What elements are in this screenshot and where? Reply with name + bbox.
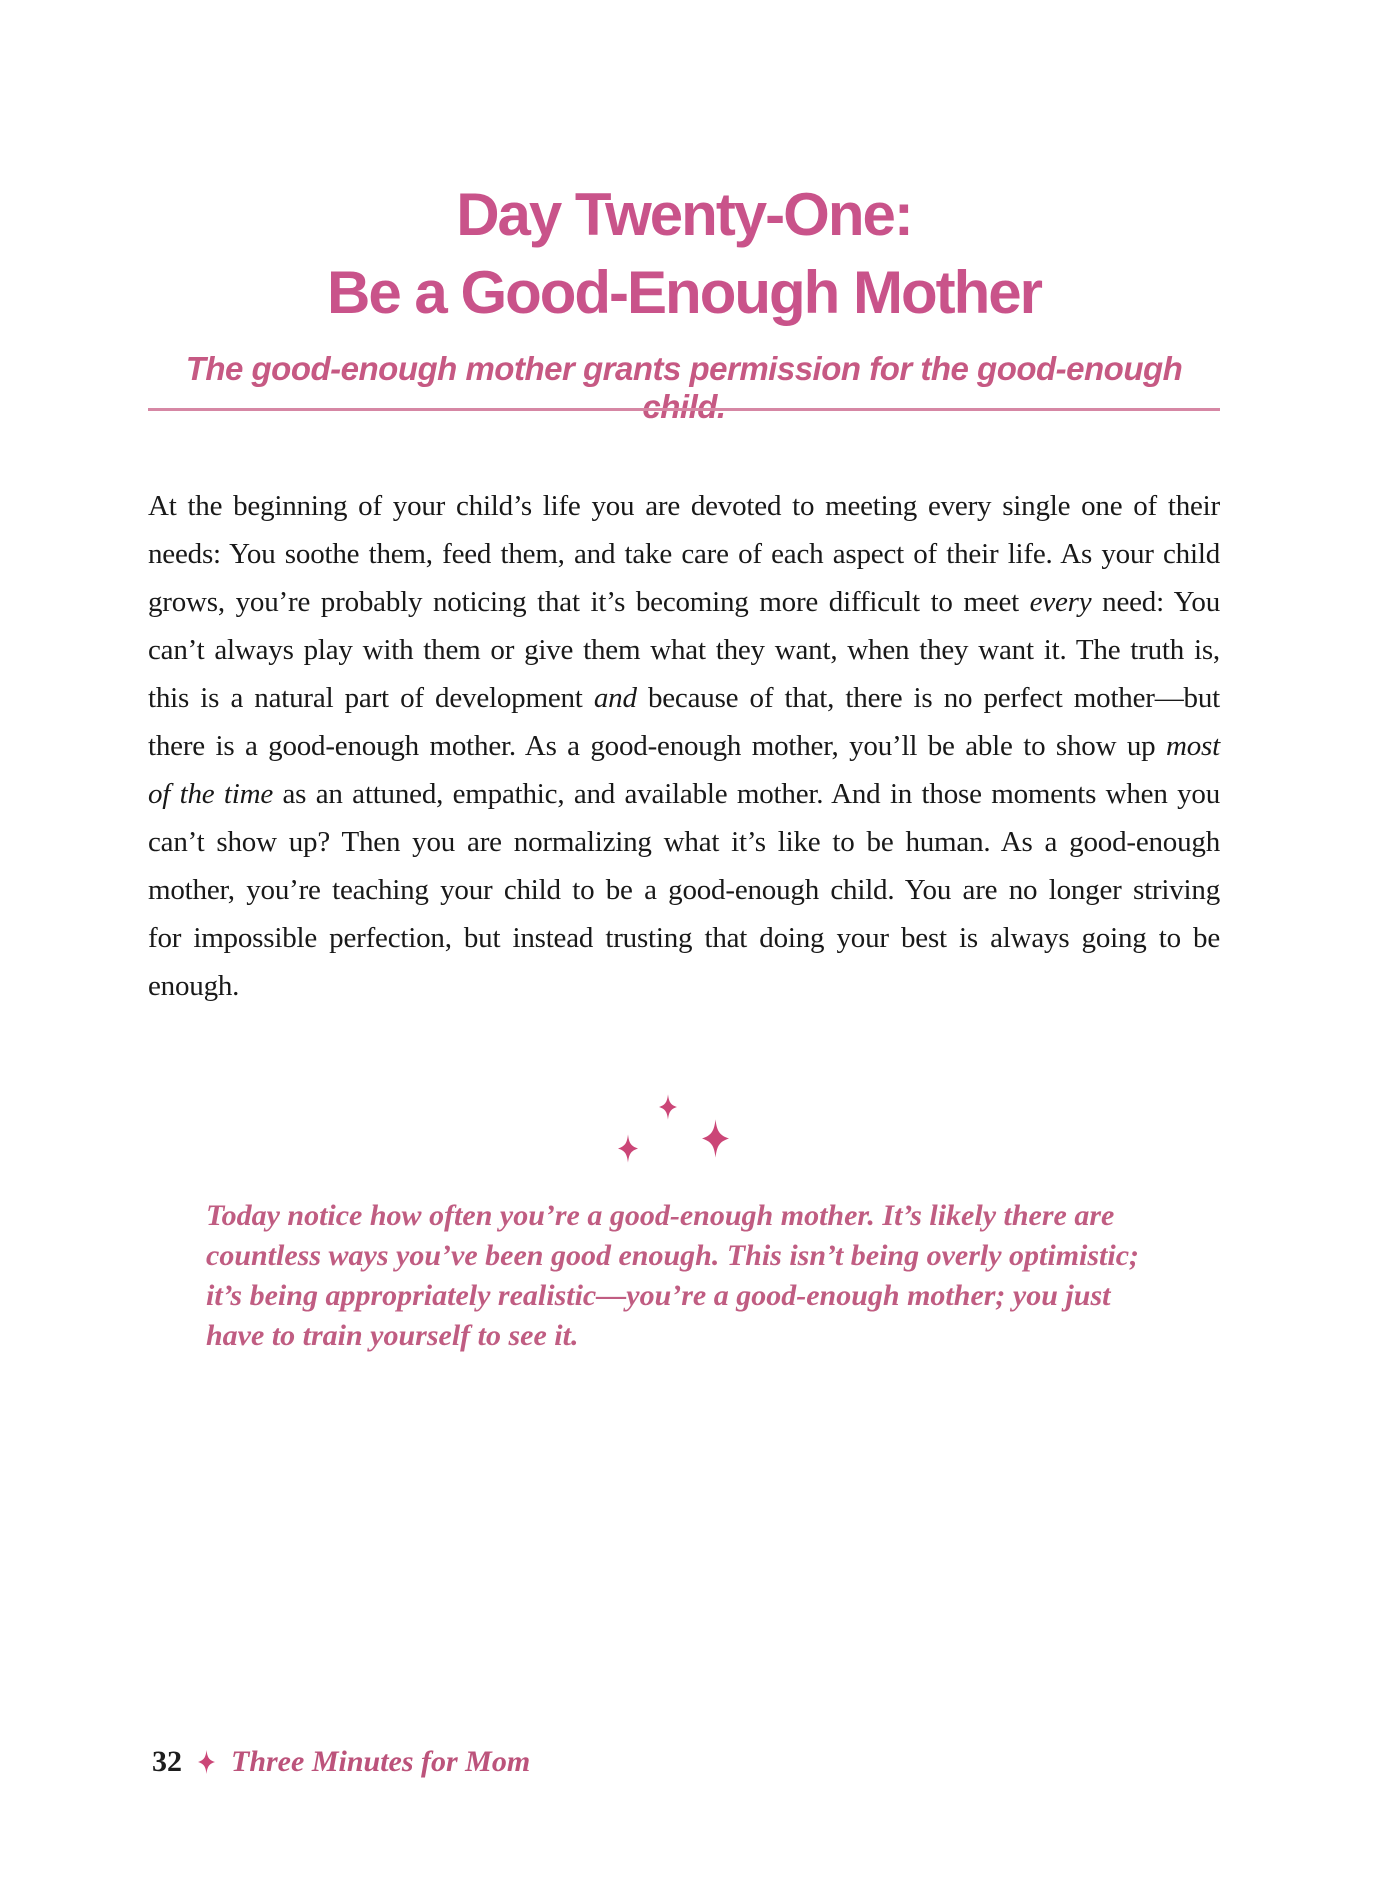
body-run-italic: every [1029,586,1092,618]
body-run-italic: and [593,682,637,714]
page-footer [152,1745,530,1779]
page-number: 32 [152,1745,182,1778]
epigraph: The good-enough mother grants permission for the good-enough child. [185,350,1183,425]
body-run: because of that, there is no perfect mother—but there is a good-enough mother. As a good-enough mother, you’ll be able to show up [148,682,1220,762]
daily-prompt: Today notice how often you’re a good-enough mother. It’s likely there are countless ways you’ve been good enough. This isn’t being overly optimistic; it’s being appropriately realistic—you’re a good-enough mother; you just have to train yourself to see it. [206,1199,1140,1352]
book-title: Three Minutes for Mom [231,1745,531,1778]
page-title-line2: Be a Good-Enough Mother [327,259,1041,327]
body-paragraph [148,482,1220,1010]
page-title [148,176,1220,332]
page-title-line1: Day Twenty-One: [456,181,912,249]
body-run: At the beginning of your child’s life you are devoted to meeting every single one of their needs: You soothe them, feed them, and take care of each aspect of their life. As your child grows, you’re probably noticing that it’s becoming more difficult to meet [148,490,1220,618]
sparkle-icon [197,1750,216,1774]
divider-rule [148,408,1220,411]
body-run-italic: most of the time [148,730,1220,810]
sparkle-icon [702,1119,729,1158]
sparkle-icon [659,1092,677,1122]
body-run: need: You can’t always play with them or give them what they want, when they want it. The truth is, this is a natural part of development [148,586,1221,714]
sparkle-icon [618,1132,638,1165]
body-run: as an attuned, empathic, and available mother. And in those moments when you can’t show up? Then you are normalizing what it’s like to be human. As a good-enough mother, you’re teaching your child to be a good-enough child. You are no longer striving for impossible perfection, but instead trusting that doing your best is always going to be enough. [148,778,1220,1002]
